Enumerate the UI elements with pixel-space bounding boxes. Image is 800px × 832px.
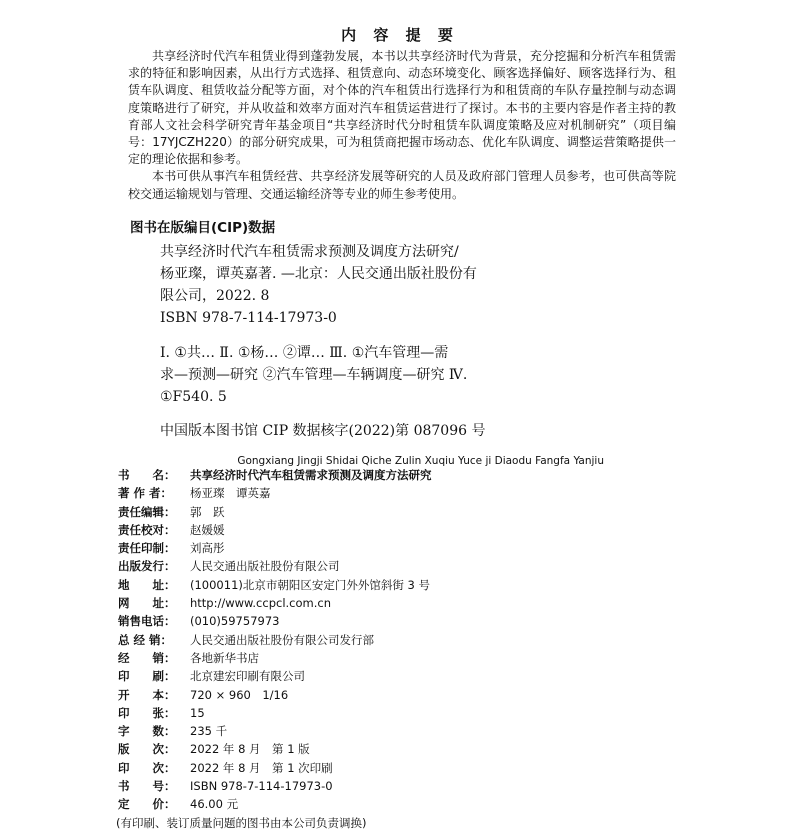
detail-label: 书 号： (118, 779, 176, 794)
detail-value: 人民交通出版社股份有限公司发行部 (190, 632, 374, 647)
detail-label: 经 销： (118, 650, 176, 665)
detail-value: 刘高彤 (190, 541, 225, 556)
detail-label: 印 次： (118, 760, 176, 775)
detail-row-website (118, 594, 432, 612)
detail-label: 印 刷： (118, 669, 176, 684)
detail-value: 赵媛媛 (190, 522, 225, 537)
detail-value: 共享经济时代汽车租赁需求预测及调度方法研究 (190, 468, 432, 482)
detail-row-retailer (118, 649, 432, 667)
cip-line: 限公司，2022. 8 (160, 288, 270, 304)
detail-row-publisher (118, 557, 432, 575)
detail-value: 15 (190, 705, 205, 720)
page-title: 内 容 提 要 (341, 26, 459, 44)
detail-label: 销售电话： (118, 614, 176, 629)
detail-value: 235 千 (190, 724, 228, 739)
detail-label: 网 址： (118, 596, 176, 611)
detail-value: 郭 跃 (190, 504, 225, 519)
detail-label: 定 价： (118, 797, 176, 812)
cip-line: Ⅰ. ①共… Ⅱ. ①杨… ②谭… Ⅲ. ①汽车管理—需 (160, 345, 449, 361)
cip-record (160, 241, 477, 329)
detail-row-printing (118, 759, 432, 777)
detail-value: (100011)北京市朝阳区安定门外外馆斜街 3 号 (190, 577, 430, 592)
detail-label: 总 经 销： (118, 632, 173, 647)
quality-note: (有印刷、装订质量问题的图书由本公司负责调换) (116, 815, 367, 830)
detail-value: 各地新华书店 (190, 650, 259, 665)
detail-label: 印 张： (118, 705, 176, 720)
detail-label: 责任编辑： (118, 504, 176, 519)
detail-value: (010)59757973 (190, 614, 280, 629)
detail-value: ISBN 978-7-114-17973-0 (190, 779, 333, 794)
detail-value: 北京建宏印刷有限公司 (190, 669, 305, 684)
detail-row-price (118, 795, 432, 813)
detail-value: 2022 年 8 月 第 1 版 (190, 742, 310, 757)
cip-verification (160, 420, 485, 442)
detail-row-title (118, 466, 432, 484)
detail-label: 版 次： (118, 742, 176, 757)
detail-value: 杨亚璨 谭英嘉 (190, 486, 271, 501)
detail-row-distributor (118, 631, 432, 649)
publication-details (118, 466, 432, 832)
cip-line: 共享经济时代汽车租赁需求预测及调度方法研究/ (160, 244, 459, 260)
detail-row-phone (118, 612, 432, 630)
detail-row-isbn (118, 777, 432, 795)
detail-row-format (118, 686, 432, 704)
summary-paragraph: 共享经济时代汽车租赁业得到蓬勃发展，本书以共享经济时代为背景，充分挖掘和分析汽车租赁需求的特征和影响因素，从出行方式选择、租赁意向、动态环境变化、顾客选择偏好、顾客选择行为、租赁车队调度、租赁收益分配等方面，对个体的汽车租赁出行选择行为和租赁商的车队存量控制与动态调度策略进行了研究，并从收益和效率方面对汽车租赁运营进行了探讨。本书的主要内容是作者主持的教育部人文社会科学研究青年基金项目“共享经济时代分时租赁车队调度策略及应对机制研究”（项目编号：17YJCZH220）的部分研究成果，可为租赁商把握市场动态、优化车队调度、调整运营策略提供一定的理论依据和参考。 (128, 49, 676, 167)
detail-value: 720 × 960 1/16 (190, 687, 289, 702)
detail-value: 46.00 元 (190, 797, 239, 812)
detail-value: http://www.ccpcl.com.cn (190, 596, 331, 611)
detail-row-sheets (118, 704, 432, 722)
detail-label: 责任校对： (118, 522, 176, 537)
detail-row-edition (118, 740, 432, 758)
detail-label: 出版发行： (118, 559, 176, 574)
detail-value: 人民交通出版社股份有限公司 (190, 559, 340, 574)
detail-row-printer (118, 667, 432, 685)
detail-row-editor (118, 503, 432, 521)
summary-paragraph: 本书可供从事汽车租赁经营、共享经济发展等研究的人员及政府部门管理人员参考，也可供高等院校交通运输规划与管理、交通运输经济等专业的师生参考使用。 (128, 169, 676, 201)
detail-label: 字 数： (118, 724, 176, 739)
cip-line: ①F540. 5 (160, 389, 227, 405)
detail-row-proofreader (118, 521, 432, 539)
cip-heading: 图书在版编目(CIP)数据 (130, 220, 276, 236)
detail-label: 书 名： (118, 468, 176, 482)
detail-row-address (118, 576, 432, 594)
detail-row-print-manager (118, 539, 432, 557)
detail-value: 2022 年 8 月 第 1 次印刷 (190, 760, 333, 775)
cip-classification (160, 342, 467, 408)
detail-row-author (118, 484, 432, 502)
cip-line: 杨亚璨，谭英嘉著. —北京：人民交通出版社股份有 (160, 266, 477, 282)
detail-label: 地 址： (118, 577, 176, 592)
detail-label: 开 本： (118, 687, 176, 702)
pinyin-title: Gongxiang Jingji Shidai Qiche Zulin Xuqiu Yuce ji Diaodu Fangfa Yanjiu (237, 455, 604, 467)
detail-label: 责任印制： (118, 541, 176, 556)
cip-verify-line: 中国版本图书馆 CIP 数据核字(2022)第 087096 号 (160, 423, 486, 439)
detail-label: 著 作 者： (118, 486, 173, 501)
detail-row-word-count (118, 722, 432, 740)
cip-line: 求—预测—研究 ②汽车管理—车辆调度—研究 Ⅳ. (160, 367, 468, 383)
content-summary (128, 48, 676, 203)
cip-line: ISBN 978-7-114-17973-0 (160, 310, 337, 326)
